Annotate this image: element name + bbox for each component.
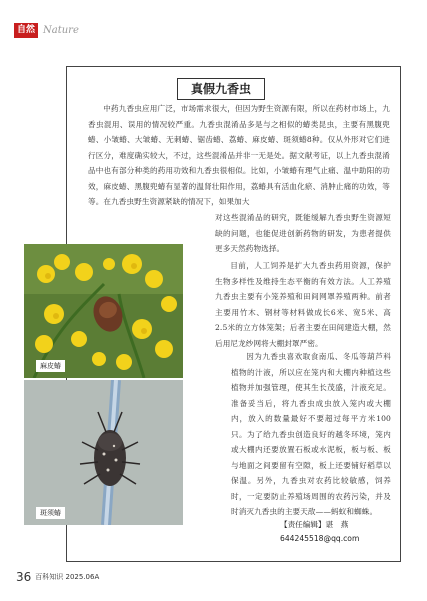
editor-credit: 【责任编辑】谌 燕 xyxy=(280,520,349,529)
branch-bug-illustration xyxy=(24,380,183,525)
article-title: 真假九香虫 xyxy=(177,78,265,100)
article-paragraph-2: 对这些混淆品的研究，既能缓解九香虫野生资源短缺的问题，也能促进创新药物的研发，为患者提供更多天然药物选择。 xyxy=(215,213,391,253)
photo-caption-1: 麻皮蝽 xyxy=(36,360,65,372)
editor-email: 644245518@qq.com xyxy=(280,534,360,543)
flower-bug-illustration xyxy=(24,244,183,378)
page-footer xyxy=(16,570,99,584)
journal-issue: 百科知识 2025.06A xyxy=(35,573,100,581)
article-paragraph-1: 中药九香虫应用广泛，市场需求很大，但因为野生资源有限，所以在药材市场上，九香虫混用、误用的情况较严重。九香虫混淆品多是与之相似的蝽类昆虫，主要有黑腹兜蝽、小皱蝽、大皱蝽、无刺蝽、锯齿蝽、荔蝽、麻皮蝽、斑须蝽8种。仅从外形对它们进行区分，难度确实较大，不过，这些混淆品并非一无是处。据文献考证，以上九香虫混淆品中也有部分种类的药用功效和九香虫很相似。比如，小皱蝽有理气止痛、温中助阳的功效，麻皮蝽、黑腹兜蝽有显著的温肾壮阳作用，荔蝽具有活血化瘀、消肿止痛的功效，等等。在九香虫野生资源紧缺的情况下，如果加大 xyxy=(88,104,390,206)
photo-stink-bug-on-flowers xyxy=(24,244,183,378)
article-paragraph-3: 目前，人工饲养是扩大九香虫药用资源，保护生物多样性及维持生态平衡的有效方法。人工养殖九香虫主要有小笼养殖和田间网罩养殖两种。前者主要用竹木、钢材等材料做成长6米、宽5米、高2.5米的立方体笼架；后者主要在田间建造大棚，然后用尼龙纱网将大棚封罩严密。 xyxy=(215,261,391,348)
section-english-label: Nature xyxy=(43,24,79,36)
page-number: 36 xyxy=(16,570,32,584)
article-paragraph-4: 因为九香虫喜欢取食南瓜、冬瓜等葫芦科植物的汁液，所以应在笼内和大棚内种植这些植物并加强管理，使其生长茂盛，汁液充足。准备妥当后，将九香虫成虫放入笼内或大棚内，放入的数量最好不要超过每平方米100只。为了给九香虫创造良好的越冬环境，笼内或大棚内还要放置石板或水泥板，板与板、板与地面之间要留有空隙，板上还要铺好稻草以保温。另外，九香虫对农药比较敏感，饲养时，一定要防止养殖场周围的农药污染，并及时消灭九香虫的主要天敌——蚂蚁和蜘蛛。 xyxy=(231,352,391,516)
photo-stink-bug-on-branch xyxy=(24,380,183,525)
photo-caption-2: 斑须蝽 xyxy=(36,507,65,519)
section-tag: 自然 xyxy=(14,23,38,38)
section-header xyxy=(14,22,79,38)
